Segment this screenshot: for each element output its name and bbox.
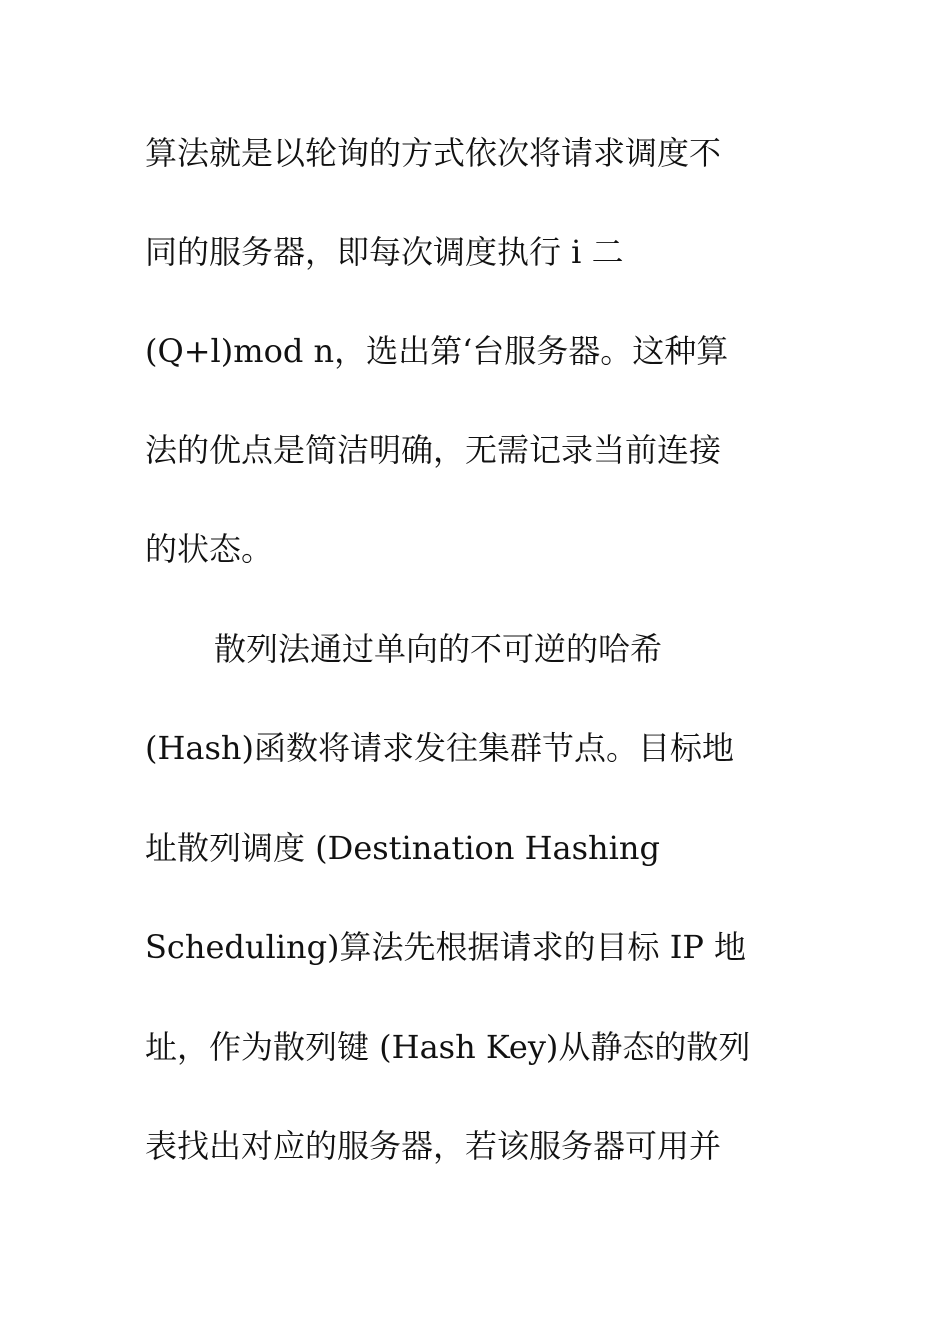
text-line: 算法就是以轮询的方式依次将请求调度不	[145, 134, 722, 172]
text-line: (Q+l)mod n，选出第‘台服务器。这种算	[145, 332, 729, 370]
text-line: Scheduling)算法先根据请求的目标 IP 地	[145, 928, 747, 966]
text-line: 表找出对应的服务器，若该服务器可用并	[145, 1127, 722, 1165]
text-line: 的状态。	[145, 530, 274, 568]
text-line: 法的优点是简洁明确，无需记录当前连接	[145, 431, 722, 469]
text-line: 址散列调度 (Destination Hashing	[145, 829, 660, 867]
text-line: 址，作为散列键 (Hash Key)从静态的散列	[145, 1028, 751, 1066]
text-line-indented: 散列法通过单向的不可逆的哈希	[214, 630, 663, 668]
text-line: (Hash)函数将请求发往集群节点。目标地	[145, 729, 734, 767]
text-line: 同的服务器，即每次调度执行 i 二	[145, 233, 624, 271]
